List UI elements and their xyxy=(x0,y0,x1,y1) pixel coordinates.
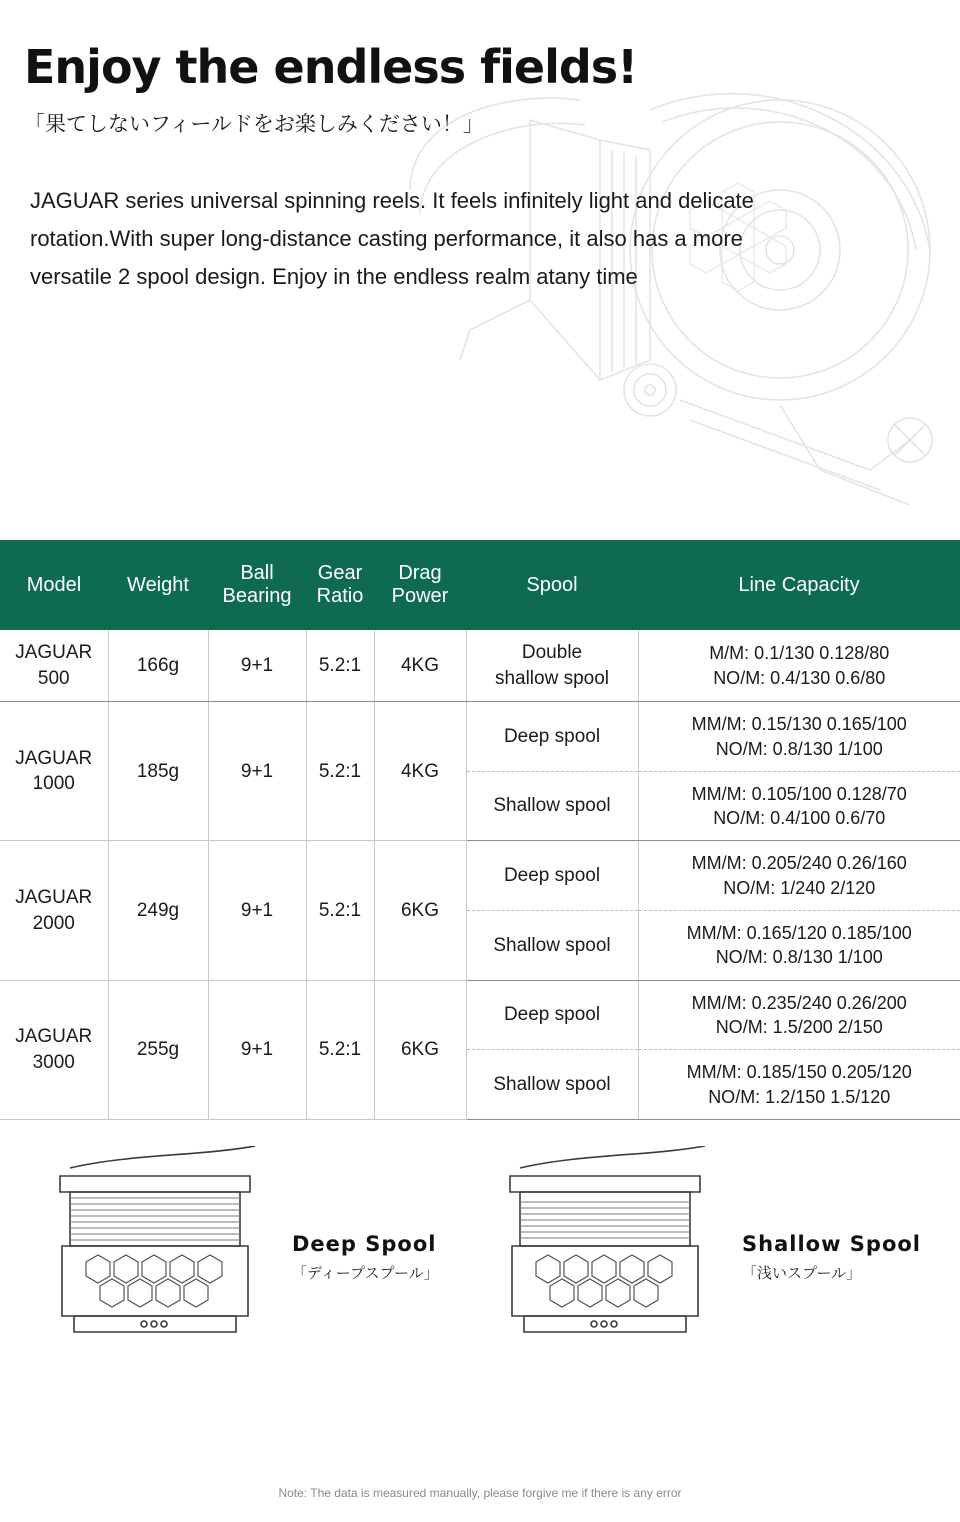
page-title: Enjoy the endless fields! xyxy=(24,40,638,94)
cell-spool: Shallow spool xyxy=(466,771,638,841)
shallow-spool-block xyxy=(490,1146,921,1356)
cell-line-capacity xyxy=(638,911,960,981)
spool-line2: shallow spool xyxy=(494,667,610,689)
capacity-line2: NO/M: 0.8/130 1/100 xyxy=(715,738,883,759)
disclaimer-note: Note: The data is measured manually, please forgive me if there is any error xyxy=(278,1486,682,1500)
drag-power-line1: Drag xyxy=(398,562,442,584)
ball-bearing-line2: Bearing xyxy=(222,585,292,607)
model-line1: JAGUAR xyxy=(15,747,93,769)
hero-text-block xyxy=(0,0,960,295)
spool-comparison-section xyxy=(0,1146,960,1376)
deep-spool-caption xyxy=(270,1146,439,1283)
shallow-spool-japanese: 「浅いスプール」 xyxy=(742,1263,862,1282)
cell-spool: Deep spool xyxy=(466,841,638,911)
subtitle-japanese: 「果てしないフィールドをお楽しみください！」 xyxy=(24,112,484,136)
capacity-line1: M/M: 0.1/130 0.128/80 xyxy=(709,643,890,664)
capacity-line2: NO/M: 1/240 2/120 xyxy=(723,877,876,898)
gear-ratio-line1: Gear xyxy=(317,562,363,584)
cell-drag-power: 6KG xyxy=(374,980,466,1119)
cell-line-capacity xyxy=(638,630,960,702)
capacity-line2: NO/M: 1.2/150 1.5/120 xyxy=(708,1086,891,1107)
table-row xyxy=(0,630,960,702)
cell-model xyxy=(0,630,108,702)
table-header-row xyxy=(0,540,960,630)
cell-weight: 249g xyxy=(108,841,208,980)
column-header-weight: Weight xyxy=(108,540,208,630)
capacity-line1: MM/M: 0.185/150 0.205/120 xyxy=(686,1062,912,1083)
product-description: JAGUAR series universal spinning reels. It feels infinitely light and delicate rotation.With super long-distance casting performance, it also has a more versatile 2 spool design. Enjoy in the endless realm atany time xyxy=(30,188,754,289)
deep-spool-illustration xyxy=(40,1146,270,1356)
cell-line-capacity xyxy=(638,771,960,841)
shallow-spool-title: Shallow Spool xyxy=(742,1231,921,1256)
cell-model xyxy=(0,841,108,980)
drag-power-line2: Power xyxy=(391,585,449,607)
cell-spool: Shallow spool xyxy=(466,1050,638,1120)
cell-model xyxy=(0,980,108,1119)
capacity-line1: MM/M: 0.235/240 0.26/200 xyxy=(691,992,907,1013)
capacity-line1: MM/M: 0.165/120 0.185/100 xyxy=(686,923,912,944)
column-header-gear-ratio xyxy=(306,540,374,630)
deep-spool-block xyxy=(40,1146,439,1356)
cell-drag-power: 4KG xyxy=(374,630,466,702)
table-row xyxy=(0,980,960,1050)
cell-ball-bearing: 9+1 xyxy=(208,630,306,702)
cell-gear-ratio: 5.2:1 xyxy=(306,841,374,980)
cell-spool: Deep spool xyxy=(466,702,638,772)
cell-line-capacity xyxy=(638,980,960,1050)
column-header-spool: Spool xyxy=(466,540,638,630)
cell-model xyxy=(0,702,108,841)
model-line2: 1000 xyxy=(32,773,75,795)
table-row xyxy=(0,702,960,772)
deep-spool-japanese: 「ディープスプール」 xyxy=(292,1263,439,1282)
model-line2: 2000 xyxy=(32,912,75,934)
cell-gear-ratio: 5.2:1 xyxy=(306,980,374,1119)
column-header-ball-bearing xyxy=(208,540,306,630)
table-row xyxy=(0,841,960,911)
ball-bearing-line1: Ball xyxy=(240,562,274,584)
model-line1: JAGUAR xyxy=(15,642,93,663)
hero-section xyxy=(0,0,960,540)
model-line1: JAGUAR xyxy=(15,1026,93,1048)
cell-gear-ratio: 5.2:1 xyxy=(306,630,374,702)
cell-gear-ratio: 5.2:1 xyxy=(306,702,374,841)
shallow-spool-caption xyxy=(720,1146,921,1283)
column-header-line-capacity: Line Capacity xyxy=(638,540,960,630)
cell-line-capacity xyxy=(638,841,960,911)
spool-line1: Double xyxy=(521,642,583,663)
capacity-line2: NO/M: 0.4/100 0.6/70 xyxy=(713,808,886,829)
deep-spool-title: Deep Spool xyxy=(292,1231,437,1256)
capacity-line2: NO/M: 0.4/130 0.6/80 xyxy=(713,667,886,688)
cell-drag-power: 6KG xyxy=(374,841,466,980)
gear-ratio-line2: Ratio xyxy=(316,585,364,607)
cell-spool: Shallow spool xyxy=(466,911,638,981)
cell-ball-bearing: 9+1 xyxy=(208,980,306,1119)
shallow-spool-illustration xyxy=(490,1146,720,1356)
specifications-table xyxy=(0,540,960,1120)
capacity-line1: MM/M: 0.205/240 0.26/160 xyxy=(691,853,907,874)
cell-ball-bearing: 9+1 xyxy=(208,702,306,841)
model-line2: 3000 xyxy=(32,1051,75,1073)
capacity-line2: NO/M: 1.5/200 2/150 xyxy=(715,1016,883,1037)
cell-line-capacity xyxy=(638,1050,960,1120)
cell-spool: Deep spool xyxy=(466,980,638,1050)
cell-ball-bearing: 9+1 xyxy=(208,841,306,980)
cell-line-capacity xyxy=(638,702,960,772)
cell-weight: 185g xyxy=(108,702,208,841)
cell-weight: 255g xyxy=(108,980,208,1119)
column-header-drag-power xyxy=(374,540,466,630)
cell-spool xyxy=(466,630,638,702)
capacity-line1: MM/M: 0.15/130 0.165/100 xyxy=(691,714,907,735)
cell-weight: 166g xyxy=(108,630,208,702)
capacity-line1: MM/M: 0.105/100 0.128/70 xyxy=(691,783,907,804)
column-header-model: Model xyxy=(0,540,108,630)
model-line2: 500 xyxy=(37,667,70,689)
capacity-line2: NO/M: 0.8/130 1/100 xyxy=(715,947,883,968)
model-line1: JAGUAR xyxy=(15,886,93,908)
cell-drag-power: 4KG xyxy=(374,702,466,841)
